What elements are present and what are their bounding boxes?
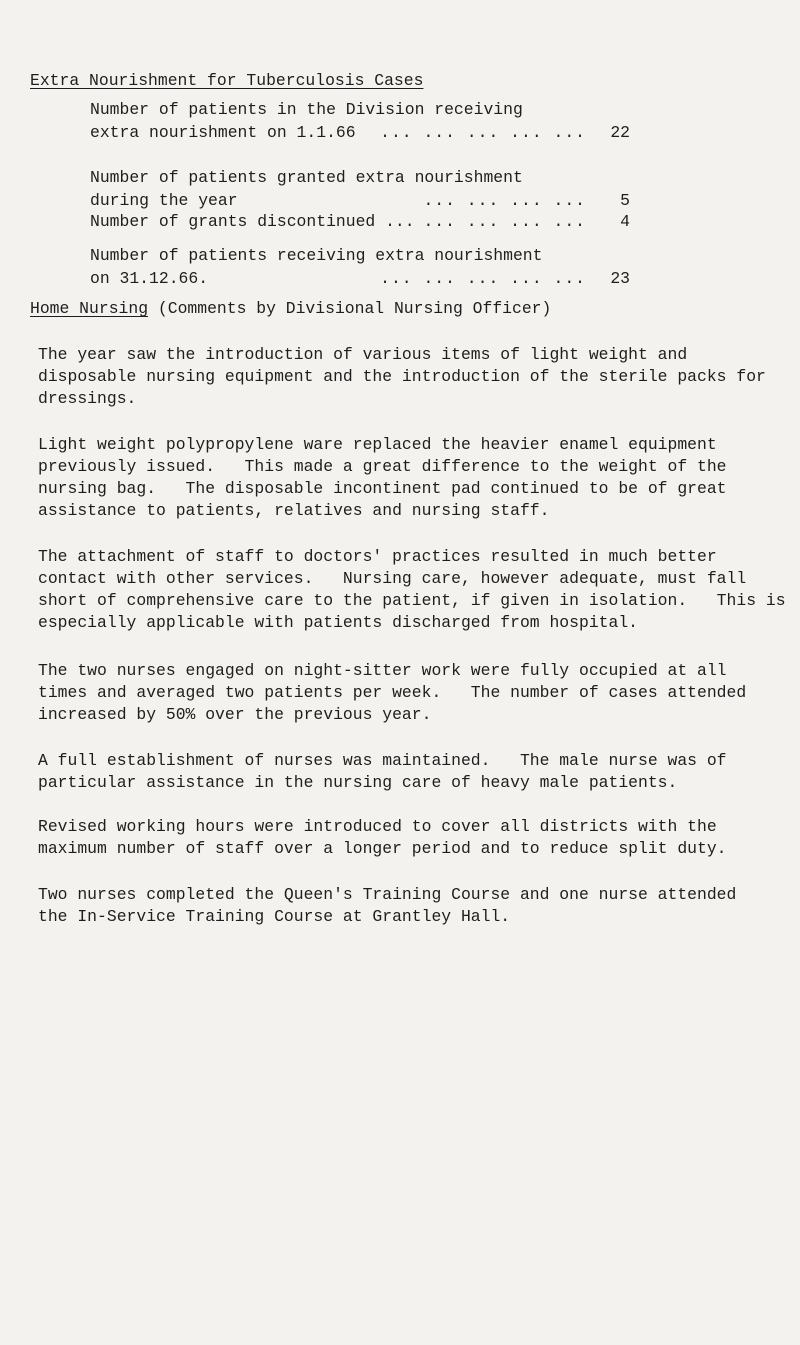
paragraph-line: Two nurses completed the Queen's Training Course and one nurse attended: [38, 885, 737, 904]
paragraph-line: the In-Service Training Course at Grantley Hall.: [38, 907, 511, 926]
paragraph: [38, 546, 786, 634]
paragraph-line: Light weight polypropylene ware replaced the heavier enamel equipment: [38, 435, 717, 454]
paragraph: [38, 344, 768, 410]
paragraph-line: assistance to patients, relatives and nursing staff.: [38, 501, 550, 520]
paragraph-line: short of comprehensive care to the patient, if given in isolation. This is: [38, 591, 786, 610]
paragraph: [38, 660, 768, 726]
stat-value: 23: [610, 269, 630, 288]
paragraph-line: The year saw the introduction of various items of light weight and: [38, 345, 688, 364]
stat-line: Number of patients in the Division receiving: [90, 100, 523, 119]
home-nursing-header: [30, 298, 551, 320]
paragraph-line: dressings.: [38, 389, 137, 408]
paragraph: [38, 750, 768, 794]
paragraph: [38, 884, 768, 928]
paragraph-line: Revised working hours were introduced to cover all districts with the: [38, 817, 717, 836]
stat-leader-dots: ... ... ... ... ...: [380, 123, 586, 142]
stat-grants-discontinued: [90, 210, 630, 233]
paragraph-line: The attachment of staff to doctors' practices resulted in much better: [38, 547, 717, 566]
stat-value: 5: [620, 191, 630, 210]
paragraph-line: contact with other services. Nursing care, however adequate, must fall: [38, 569, 747, 588]
stat-leader-dots: ... ... ... ...: [423, 212, 586, 231]
stat-leader-dots: ... ... ... ... ...: [380, 269, 586, 288]
paragraph-line: increased by 50% over the previous year.: [38, 705, 432, 724]
paragraph-line: A full establishment of nurses was maintained. The male nurse was of: [38, 751, 727, 770]
section-heading-extra-nourishment: Extra Nourishment for Tuberculosis Cases: [30, 71, 424, 90]
paragraph-line: particular assistance in the nursing care of heavy male patients.: [38, 773, 678, 792]
stat-label: extra nourishment on 1.1.66: [90, 123, 356, 142]
paragraph-line: times and averaged two patients per week. The number of cases attended: [38, 683, 747, 702]
stat-line: Number of patients granted extra nourishment: [90, 168, 523, 187]
section-subheading: (Comments by Divisional Nursing Officer): [157, 299, 552, 318]
stat-value: 22: [610, 123, 630, 142]
paragraph-line: previously issued. This made a great difference to the weight of the: [38, 457, 727, 476]
paragraph-line: especially applicable with patients discharged from hospital.: [38, 613, 638, 632]
paragraph-line: disposable nursing equipment and the introduction of the sterile packs for: [38, 367, 766, 386]
paragraph-line: The two nurses engaged on night-sitter work were fully occupied at all: [38, 661, 727, 680]
paragraph: [38, 816, 768, 860]
stat-leader-dots: ... ... ... ...: [423, 191, 586, 210]
stat-label: Number of grants discontinued ...: [90, 212, 415, 231]
paragraph-line: maximum number of staff over a longer period and to reduce split duty.: [38, 839, 727, 858]
stat-label: during the year: [90, 191, 238, 210]
stat-patients-receiving-start: [90, 98, 630, 144]
paragraph-line: nursing bag. The disposable incontinent pad continued to be of great: [38, 479, 727, 498]
stat-value: 4: [620, 212, 630, 231]
stat-line: Number of patients receiving extra nourishment: [90, 246, 543, 265]
paragraph: [38, 434, 768, 522]
section-heading-home-nursing: Home Nursing: [30, 299, 149, 318]
stat-label: on 31.12.66.: [90, 269, 209, 288]
stat-patients-receiving-end: [90, 244, 630, 290]
stat-patients-granted: [90, 166, 630, 212]
